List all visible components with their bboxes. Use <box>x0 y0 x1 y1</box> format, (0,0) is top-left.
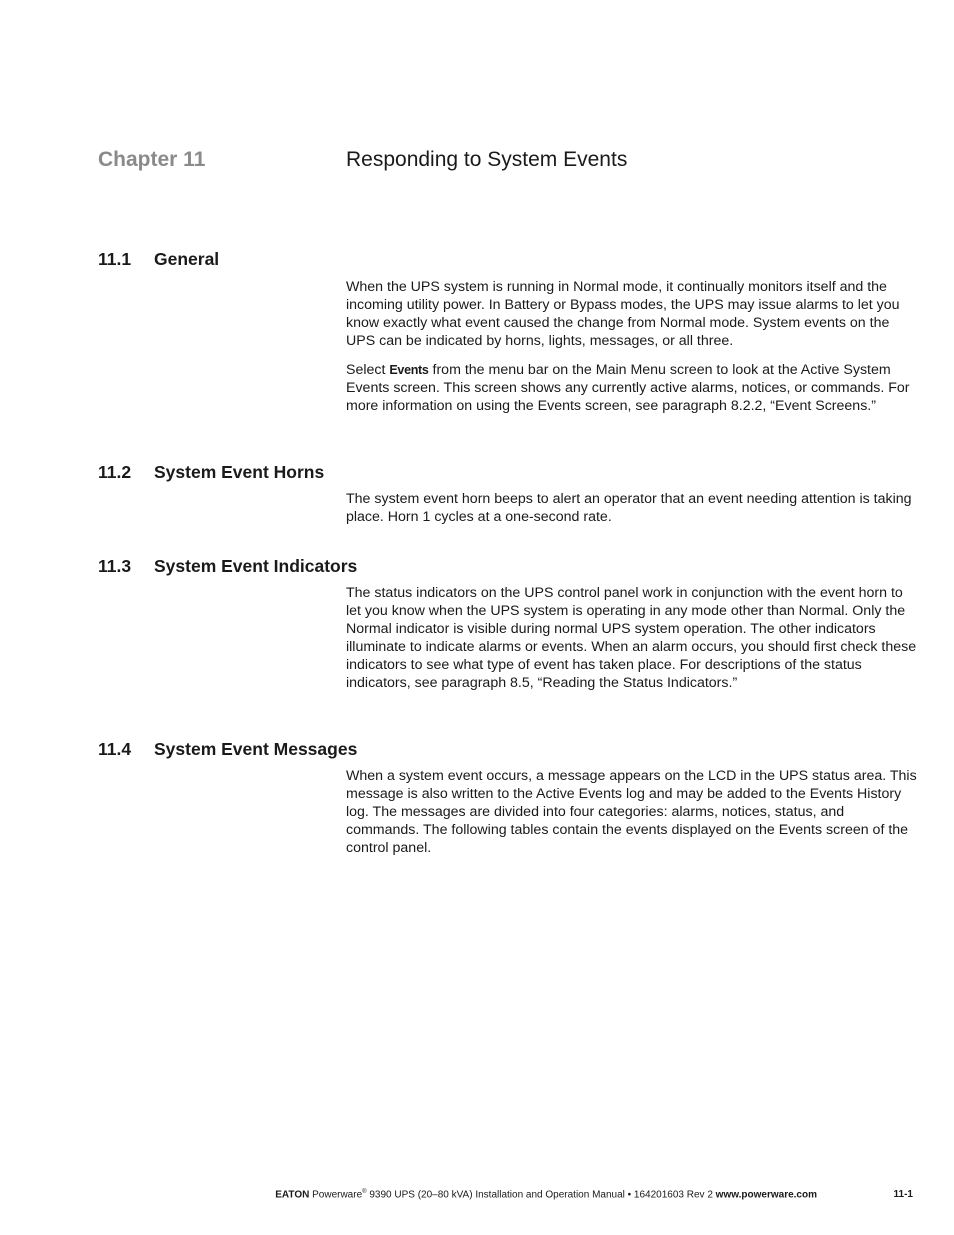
page-footer <box>0 1189 913 1203</box>
section-number: 11.3 <box>98 556 132 576</box>
section-body-indicators <box>346 584 918 692</box>
section-number: 11.2 <box>98 462 132 482</box>
paragraph: When a system event occurs, a message appears on the LCD in the UPS status area. This message is also written to the Active Events log and may be added to the Events History log. The messages are divided into four categories: alarms, notices, status, and commands. The following tables contain the events displayed on the Events screen of the control panel. <box>346 768 917 856</box>
section-title: System Event Horns <box>154 462 325 482</box>
section-title: System Event Indicators <box>154 556 358 576</box>
section-body-messages <box>346 767 918 857</box>
section-number: 11.1 <box>98 249 132 269</box>
section-body-general <box>346 278 918 415</box>
page-number: 11-1 <box>893 1189 913 1200</box>
chapter-title: Responding to System Events <box>346 148 628 171</box>
footer-text <box>275 1189 817 1200</box>
section-title: General <box>154 249 220 269</box>
section-number: 11.4 <box>98 739 132 759</box>
section-heading-general <box>98 249 219 270</box>
events-command-label: Events <box>389 363 429 377</box>
section-body-horns <box>346 490 918 526</box>
chapter-header <box>98 148 918 180</box>
section-heading-messages <box>98 739 357 760</box>
section-heading-horns <box>98 462 324 483</box>
footer-url: www.powerware.com <box>715 1189 817 1201</box>
paragraph: The status indicators on the UPS control panel work in conjunction with the event horn to let you know when the UPS system is operating in any mode other than Normal. Only the Normal indicator is visible during normal UPS system operation. The other indicators illuminate to indicate alarms or events. When an alarm occurs, you should first check these indicators to see what type of event has taken place. For descriptions of the status indicators, see paragraph 8.5, “Reading the Status Indicators.” <box>346 585 917 691</box>
section-heading-indicators <box>98 556 357 577</box>
paragraph <box>346 361 918 415</box>
registered-mark: ® <box>362 1189 367 1195</box>
footer-manual-info: 9390 UPS (20–80 kVA) Installation and Operation Manual • 164201603 Rev 2 <box>366 1189 716 1201</box>
paragraph: When the UPS system is running in Normal mode, it continually monitors itself and the incoming utility power. In Battery or Bypass modes, the UPS may issue alarms to let you know exactly what event caused the change from Normal mode. System events on the UPS can be indicated by horns, lights, messages, or all three. <box>346 279 900 349</box>
paragraph-text: from the menu bar on the Main Menu screen to look at the Active System Events screen. This screen shows any currently active alarms, notices, or commands. For more information on using the Events screen, see paragraph 8.2.2, “Event Screens.” <box>346 362 910 414</box>
chapter-label: Chapter 11 <box>98 148 206 171</box>
footer-product: Powerware <box>312 1189 363 1201</box>
paragraph: The system event horn beeps to alert an operator that an event needing attention is taking place. Horn 1 cycles at a one-second rate. <box>346 491 912 525</box>
section-title: System Event Messages <box>154 739 358 759</box>
paragraph-text: Select <box>346 362 390 378</box>
footer-brand: EATON <box>275 1189 310 1201</box>
